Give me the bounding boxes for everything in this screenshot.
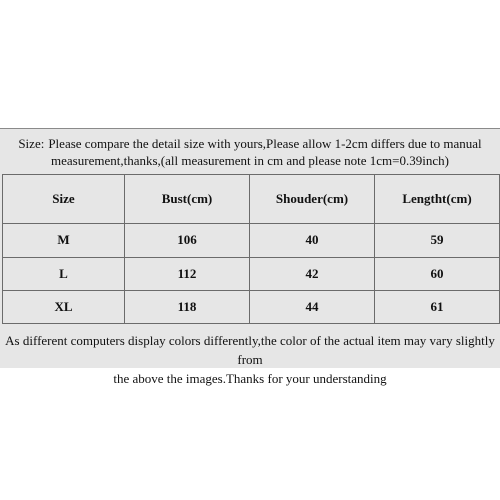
cell-shoulder: 40 bbox=[250, 224, 375, 257]
size-note-line-1 bbox=[0, 135, 500, 152]
size-note-prefix: Size: bbox=[18, 136, 45, 151]
color-disclaimer-line-2: the above the images.Thanks for your understanding bbox=[113, 371, 387, 386]
table-header-row bbox=[3, 175, 500, 224]
table-row bbox=[3, 257, 500, 290]
color-disclaimer bbox=[0, 331, 500, 388]
cell-length: 61 bbox=[375, 290, 500, 323]
cell-length: 59 bbox=[375, 224, 500, 257]
cell-bust: 106 bbox=[125, 224, 250, 257]
cell-shoulder: 44 bbox=[250, 290, 375, 323]
cell-size: L bbox=[3, 257, 125, 290]
size-note-line-2: measurement,thanks,(all measurement in cm and please note 1cm=0.39inch) bbox=[51, 153, 449, 168]
cell-bust: 112 bbox=[125, 257, 250, 290]
table-row bbox=[3, 224, 500, 257]
size-note-text-1: Please compare the detail size with yours,Please allow 1-2cm differs due to manual bbox=[48, 136, 482, 151]
column-header-length: Lengtht(cm) bbox=[375, 175, 500, 224]
size-chart bbox=[0, 128, 500, 386]
cell-shoulder: 42 bbox=[250, 257, 375, 290]
column-header-bust: Bust(cm) bbox=[125, 175, 250, 224]
color-disclaimer-line-1: As different computers display colors differently,the color of the actual item may vary slightly from bbox=[5, 333, 495, 367]
cell-size: M bbox=[3, 224, 125, 257]
cell-bust: 118 bbox=[125, 290, 250, 323]
cell-length: 60 bbox=[375, 257, 500, 290]
size-note bbox=[0, 129, 500, 173]
table-row bbox=[3, 290, 500, 323]
size-table bbox=[2, 174, 500, 324]
column-header-shoulder: Shouder(cm) bbox=[250, 175, 375, 224]
column-header-size: Size bbox=[3, 175, 125, 224]
cell-size: XL bbox=[3, 290, 125, 323]
